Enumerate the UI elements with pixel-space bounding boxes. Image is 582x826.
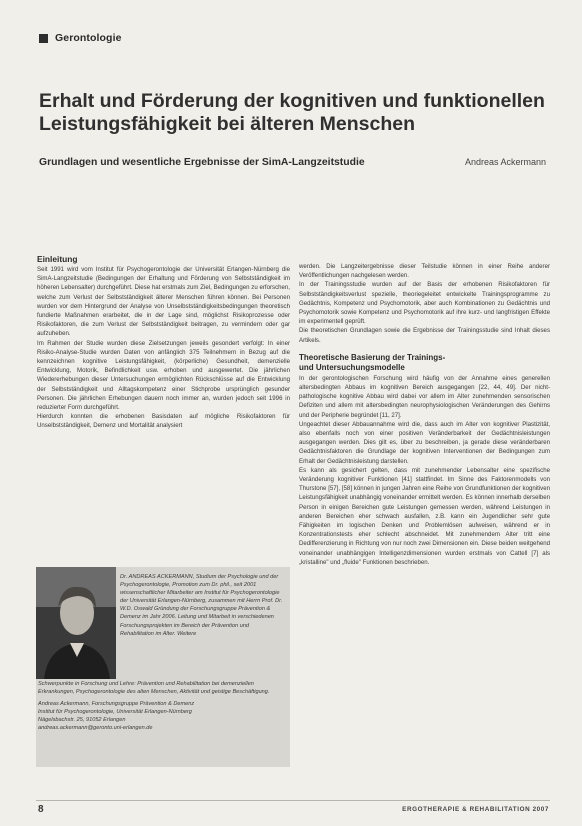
article-subtitle: Grundlagen und wesentliche Ergebnisse der SimA-Langzeitstudie [39, 157, 365, 168]
author-photo [36, 567, 116, 679]
section-label: Gerontologie [55, 32, 122, 44]
title-line-1: Erhalt und Förderung der kognitiven und funktionellen [39, 90, 545, 112]
page-number: 8 [38, 804, 44, 815]
author-box [36, 567, 290, 767]
journal-name: ERGOTHERAPIE & REHABILITATION 2007 [402, 806, 549, 813]
article-author: Andreas Ackermann [464, 157, 546, 167]
right-paragraph-5: Ungeachtet dieser Abbauannahme wird die, dass auch im Alter von kognitiver Plastizität, also ebenfalls noch von einer positiven Veränderbarkeit der Gedächtnisleistungen ausgegangen werden. Dies gilt es, über zu beschreiben, ja gerade diese veränderbaren Gedächtnisfaktoren die Grundlage der kognitiven Interventionen der Bedingungen zum Erhalt der Gedächtnisleistung darstellen. [299, 420, 550, 465]
author-address-line-1: Andreas Ackermann, Forschungsgruppe Prävention & Demenz [38, 701, 195, 708]
right-column [299, 262, 550, 567]
author-bio-text: Dr. ANDREAS ACKERMANN, Studium der Psychologie und der Psychogerontologie, Promotion zum Dr. phil., seit 2001 wissenschaftlicher Mitarbeiter am Institut für Psychogerontologie der Universität Erlangen-Nürnberg, zusammen mit Herrn Prof. Dr. W.D. Oswald Gründung der Forschungsgruppe Prävention & Demenz im Jahr 2006. Leitung und Mitarbeit in verschiedenen Forschungsprojekten im Bereich der Prävention und Rehabilitation im Alter. Weitere [120, 574, 283, 637]
left-paragraph-1: Seit 1991 wird vom Institut für Psychogerontologie der Universität Erlangen-Nürnberg die SimA-Langzeitstudie (Bedingungen der Erhaltung und Förderung von Selbstständigkeit im höheren Lebensalter) durchgeführt. Diese hat erstmals zum Ziel, Bedingungen zu erforschen, welche zum Verlust der Selbstständigkeit älterer Menschen führen können. Bei Personen wurden vor dem Hintergrund der Analyse von Unselbstständigkeitsbedingungen theoretisch fundierte Maßnahmen erarbeitet, die in der Lage sind, möglichst Risikoprozesse oder Risikofaktoren, die zum Verlust der Selbstständigkeit beitragen, zu vermindern oder gar aufzuheben. [37, 266, 290, 338]
article-title [39, 90, 559, 136]
theory-heading-line-2: und Untersuchungsmodelle [299, 363, 405, 373]
author-bio-continued-text: Schwerpunkte in Forschung und Lehre: Prävention und Rehabilitation bei demenziellen Erkrankungen, Psychogerontologie des alten Menschen, Aktivität und geistige Beschäftigung. [38, 681, 270, 696]
author-address-line-3: Nägelsbachstr. 25, 91052 Erlangen [38, 717, 126, 724]
subtitle-row [39, 157, 546, 168]
right-paragraph-1: werden. Die Langzeitergebnisse dieser Teilstudie können in einer Reihe anderer Veröffentlichungen nachgelesen werden. [299, 263, 550, 280]
left-paragraph-2: Im Rahmen der Studie wurden diese Zielsetzungen jeweils gesondert verfolgt: In einer Risiko-Analyse-Studie wurden Daten von anfänglich 375 Teilnehmern in Bezug auf die kennzeichnen kognitive Leistungsfähigkeit, (körperliche) Gesundheit, demenzielle Entwicklung, Motorik, Befindlichkeit usw. erhoben und ausgewertet. Die jährlichen Wiedererhebungen dieser Untersuchungen ermöglichten Rückschlüsse auf die Entwicklung der Selbstständigkeit und Alltagskompetenz einer Stichprobe ursprünglich gesunder Personen. Die jährlichen Erhebungen dauern noch immer an, wurden jedoch seit 1996 in reduzierter Form durchgeführt. [37, 339, 290, 412]
theory-heading [299, 353, 550, 374]
section-tag [39, 31, 122, 45]
author-email: andreas.ackermann@geronto.uni-erlangen.de [38, 725, 153, 732]
right-paragraph-2: In der Trainingsstudie wurden auf der Basis der erhobenen Risikofaktoren für Selbstständigkeitsverlust spezielle, theoriegeleitet entwickelte Trainingsprogramme zu Gedächtnis, Kompetenz und Psychomotorik, aber auch Kombinationen zu Gedächtnis und Psychomotorik sowie Kompetenz und Psychomotorik auf ihre kurz- und langfristigen Effekte im experimentell geprüft. [299, 281, 550, 326]
left-column [37, 253, 290, 431]
theory-heading-line-1: Theoretische Basierung der Trainings- [299, 352, 446, 362]
author-portrait-icon [36, 567, 116, 679]
right-paragraph-3: Die theoretischen Grundlagen sowie die Ergebnisse der Trainingsstudie sind Inhalt dieses Artikels. [299, 327, 550, 344]
right-paragraph-6: Es kann als gesichert gelten, dass mit zunehmender Lebensalter eine spezifische Veränderung kognitiver Funktionen [41] stattfindet. Im Sinne des Faktorenmodells von Thurstone [57], [58] können in jungen Jahren eine Reihe von Grundfunktionen der kognitiven Leistungsfähigkeit unabhängig voneinander ermittelt werden. Es können innerhalb derselben Person in einigen Bereichen gute Leistungen gemessen werden, während Leistungen in anderen Bereichen eher schwach ausfallen, z.B. kann ein Jugendlicher sehr gute Fähigkeiten im logischen Denken und Problemlösen aufweisen, während er in Konzentrationstests eher schlecht abschneidet. Mit zunehmendem Alter tritt eine Dedifferenzierung in Richtung von nur noch zwei Dimensionen ein. Diese beiden weitgehend voneinander unabhängigen Intelligenzdimensionen wurden erstmals von Cattell [7] als „kristalline" und „fluide" Funktionen beschrieben. [299, 466, 550, 566]
author-address-line-2: Institut für Psychogerontologie, Universität Erlangen-Nürnberg [38, 709, 192, 716]
author-bio [120, 573, 284, 638]
footer-divider [36, 800, 550, 801]
title-line-2: Leistungsfähigkeit bei älteren Menschen [39, 113, 416, 135]
right-paragraph-4: In der gerontologischen Forschung wird häufig von der Annahme eines generellen altersbedingten Abbaus im kognitiven Bereich ausgegangen [22, 44, 49]. Der nicht-pathologische kognitive Abbau wird dabei vor allem im Alter zunehmenden sensorischen Defiziten und allem mit altersbedingten neurophysiologischen Veränderungen des Gehirns und der Peripherie begründet [11, 27]. [299, 374, 550, 419]
left-paragraph-3: Hierdurch konnten die erhobenen Basisdaten auf mögliche Risikofaktoren für Unselbstständigkeit, Demenz und Mortalität analysiert [37, 413, 290, 430]
section-marker-icon [39, 34, 48, 43]
author-bio-continued [38, 680, 284, 733]
intro-heading: Einleitung [37, 254, 78, 264]
